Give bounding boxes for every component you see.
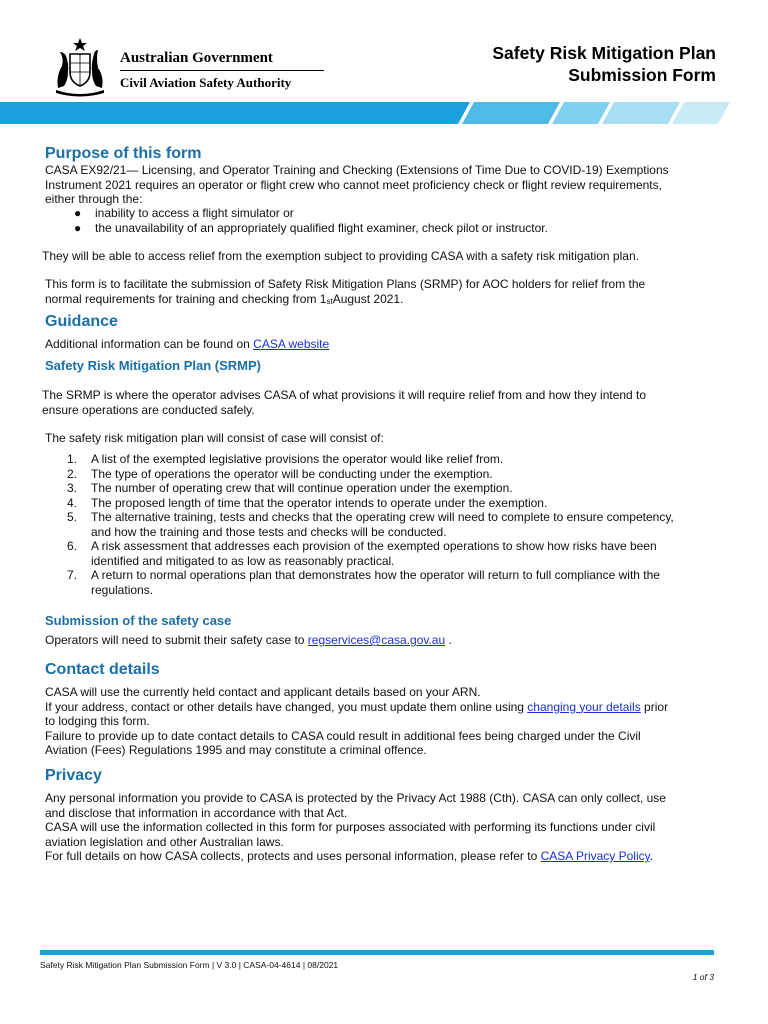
- purpose-intro: [45, 163, 725, 207]
- list-item: 2. The type of operations the operator will be conducting under the exemption.: [67, 466, 493, 481]
- government-branding: [120, 50, 324, 90]
- list-item: ● the unavailability of an appropriately qualified flight examiner, check pilot or instructor.: [74, 221, 548, 235]
- footer-document-reference: Safety Risk Mitigation Plan Submission Form | V 3.0 | CASA-04-4614 | 08/2021: [40, 960, 339, 970]
- bullet-icon: ●: [74, 206, 82, 220]
- footer-divider: [40, 950, 714, 955]
- contact-text: CASA will use the currently held contact and applicant details based on your ARN. If your address, contact or other details have changed, you must update them online using changing your details prior to lodging this form. Failure to provide up to date contact details to CASA could result in additional fees being charged under the Civil Aviation (Fees) Regulations 1995 and may constitute a criminal offence.: [45, 685, 669, 757]
- guidance-info: Additional information can be found on CASA website: [45, 337, 330, 351]
- submission-heading: Submission of the safety case: [45, 613, 232, 628]
- facilitate-text: This form is to facilitate the submission of Safety Risk Mitigation Plans (SRMP) for AOC holders for relief from the normal requirements for training and checking from 1stAugust 2021.: [45, 277, 646, 306]
- title-line-1: Safety Risk Mitigation Plan: [492, 43, 716, 63]
- list-item: 7. A return to normal operations plan that demonstrates how the operator will return to full compliance with the regulations.: [67, 568, 660, 597]
- consist-text: The safety risk mitigation plan will consist of case will consist of:: [45, 431, 384, 445]
- relief-text: They will be able to access relief from the exemption subject to providing CASA with a safety risk mitigation plan.: [42, 249, 639, 263]
- purpose-intro-line: either through the:: [45, 192, 143, 206]
- changing-details-link[interactable]: changing your details: [527, 699, 641, 714]
- regservices-email-link[interactable]: regservices@casa.gov.au: [307, 633, 446, 647]
- purpose-intro-line: Instrument 2021 requires an operator or flight crew who cannot meet proficiency check or flight review requirements,: [45, 177, 662, 192]
- privacy-text: Any personal information you provide to CASA is protected by the Privacy Act 1988 (Cth). CASA can only collect, use and disclose that information in accordance with that Act. CASA will use the information collected in this form for purposes associated with performing its functions under civil aviation legislation and other Australian laws. For full details on how CASA collects, protects and uses personal information, please refer to CASA Privacy Policy.: [45, 791, 666, 863]
- purpose-heading: Purpose of this form: [45, 145, 202, 162]
- agency-name: Civil Aviation Safety Authority: [120, 75, 292, 90]
- government-name: Australian Government: [120, 50, 273, 66]
- coat-of-arms-icon: [50, 36, 110, 98]
- decorative-stripe-band: [0, 102, 768, 124]
- title-line-2: Submission Form: [568, 65, 716, 85]
- srmp-heading: Safety Risk Mitigation Plan (SRMP): [45, 358, 261, 373]
- list-item: 3. The number of operating crew that will continue operation under the exemption.: [67, 481, 513, 495]
- privacy-heading: Privacy: [45, 767, 102, 784]
- page-title: [492, 42, 716, 86]
- branding-divider: [120, 70, 324, 71]
- page-number: 1 of 3: [692, 972, 714, 982]
- submission-text: Operators will need to submit their safety case to regservices@casa.gov.au .: [45, 633, 452, 647]
- purpose-bullet-list: [45, 206, 548, 236]
- list-item: 5. The alternative training, tests and checks that the operating crew will need to complete to ensure competency, and how the training and those tests and checks will be conducted.: [67, 510, 674, 539]
- list-item: ● inability to access a flight simulator or: [74, 206, 294, 220]
- guidance-heading: Guidance: [45, 313, 118, 330]
- srmp-description: The SRMP is where the operator advises CASA of what provisions it will require relief from and how they intend to ensure operations are conducted safely.: [42, 388, 647, 417]
- casa-website-link[interactable]: CASA website: [253, 337, 330, 351]
- list-item: 6. A risk assessment that addresses each provision of the exempted operations to show how risks have been identified and mitigated to as low as reasonably practical.: [67, 539, 657, 568]
- srmp-item-list: [67, 452, 747, 597]
- bullet-icon: ●: [74, 221, 82, 235]
- purpose-intro-line: CASA EX92/21— Licensing, and Operator Training and Checking (Extensions of Time Due to COVID-19) Exemptions: [45, 163, 669, 177]
- contact-heading: Contact details: [45, 661, 160, 678]
- privacy-policy-link[interactable]: CASA Privacy Policy: [540, 849, 650, 863]
- list-item: 1. A list of the exempted legislative provisions the operator would like relief from.: [67, 452, 504, 466]
- list-item: 4. The proposed length of time that the operator intends to operate under the exemption.: [67, 495, 548, 510]
